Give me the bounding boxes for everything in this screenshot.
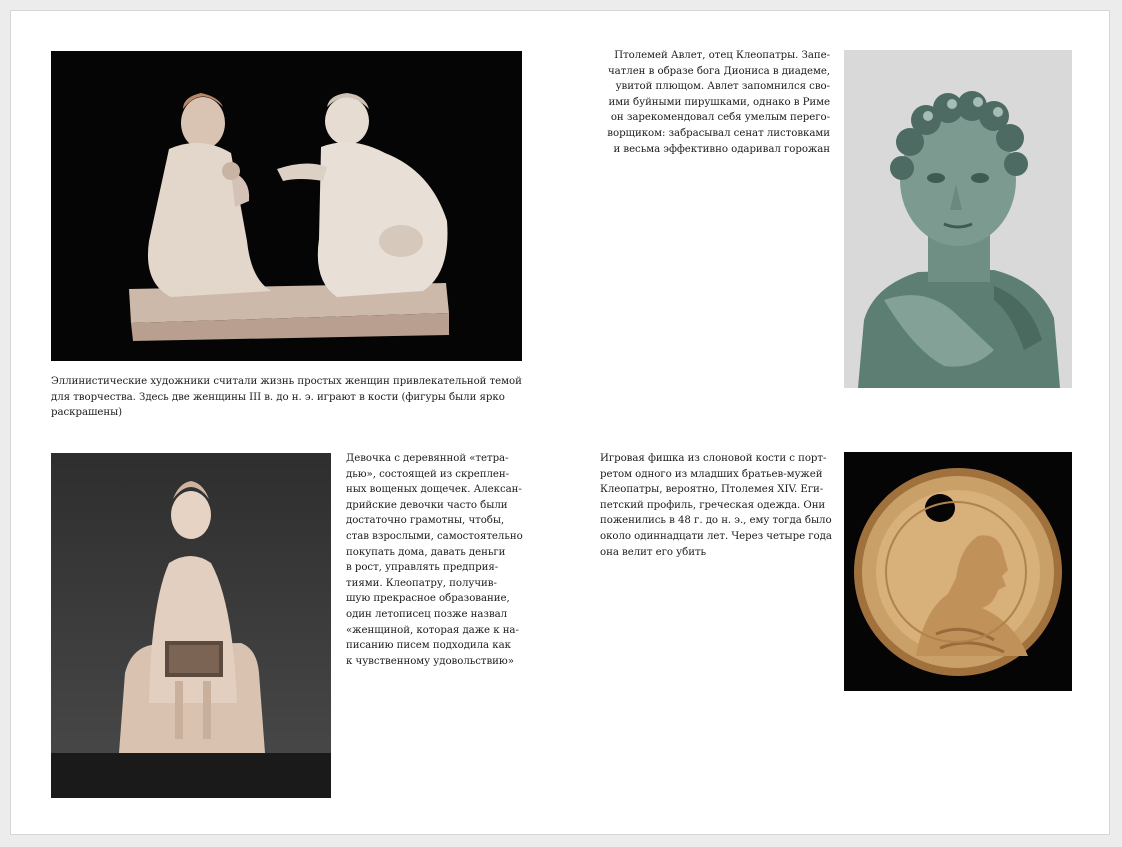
- bronze-bust-image: [844, 50, 1072, 388]
- caption-line: шую прекрасное образование,: [346, 593, 510, 605]
- caption-girl-tablet: [346, 451, 546, 669]
- book-spread: [10, 10, 1110, 835]
- caption-line: чатлен в образе бога Диониса в диадеме,: [607, 65, 830, 77]
- caption-line: ворщиком: забрасывал сенат листовками: [607, 127, 830, 139]
- caption-line: писанию писем подходила как: [346, 640, 511, 652]
- caption-line: Эллинистические художники считали жизнь простых женщин привлекательной темой: [51, 376, 522, 387]
- caption-line: и весьма эффективно одаривал горожан: [613, 143, 830, 155]
- caption-line: ных вощеных дощечек. Алексан-: [346, 484, 522, 496]
- caption-line: увитой плющом. Авлет запомнился сво-: [615, 81, 830, 93]
- caption-ivory-token: [600, 451, 835, 560]
- caption-line: она велит его убить: [600, 546, 707, 558]
- caption-line: став взрослыми, самостоятельно: [346, 530, 523, 542]
- caption-line: «женщиной, которая даже к на-: [346, 624, 519, 636]
- caption-women-dice: [51, 374, 523, 421]
- caption-line: один летописец позже назвал: [346, 608, 508, 620]
- terracotta-figurines-image: [51, 51, 522, 361]
- caption-line: он зарекомендовал себя умелым перего-: [610, 112, 830, 124]
- caption-line: достаточно грамотны, чтобы,: [346, 515, 505, 527]
- caption-line: дью», состоящей из скреплен-: [346, 468, 509, 480]
- caption-line: в рост, управлять предприя-: [346, 562, 499, 574]
- terracotta-seated-girl-image: [51, 453, 331, 798]
- caption-line: тиями. Клеопатру, получив-: [346, 577, 497, 589]
- caption-line: дрийские девочки часто были: [346, 499, 508, 511]
- caption-line: для творчества. Здесь две женщины III в. до н. э. играют в кости (фигуры были ярко: [51, 391, 505, 403]
- caption-line: Клеопатры, вероятно, Птолемея XIV. Еги-: [600, 484, 824, 496]
- caption-line: около одиннадцати лет. Через четыре года: [600, 530, 832, 542]
- ivory-portrait-token-image: [844, 452, 1072, 691]
- caption-line: ретом одного из младших братьев-мужей: [600, 468, 823, 480]
- caption-line: ими буйными пирушками, однако в Риме: [608, 96, 830, 108]
- caption-line: петский профиль, греческая одежда. Они: [600, 499, 826, 511]
- caption-line: раскрашены): [51, 407, 123, 419]
- caption-line: к чувственному удовольствию»: [346, 655, 514, 667]
- caption-ptolemy-auletes: [589, 48, 830, 157]
- caption-line: Игровая фишка из слоновой кости с порт-: [600, 453, 827, 464]
- caption-line: поженились в 48 г. до н. э., ему тогда было: [600, 515, 832, 527]
- caption-line: Птолемей Авлет, отец Клеопатры. Запе-: [614, 50, 830, 61]
- caption-line: покупать дома, давать деньги: [346, 546, 506, 558]
- caption-line: Девочка с деревянной «тетра-: [346, 453, 509, 464]
